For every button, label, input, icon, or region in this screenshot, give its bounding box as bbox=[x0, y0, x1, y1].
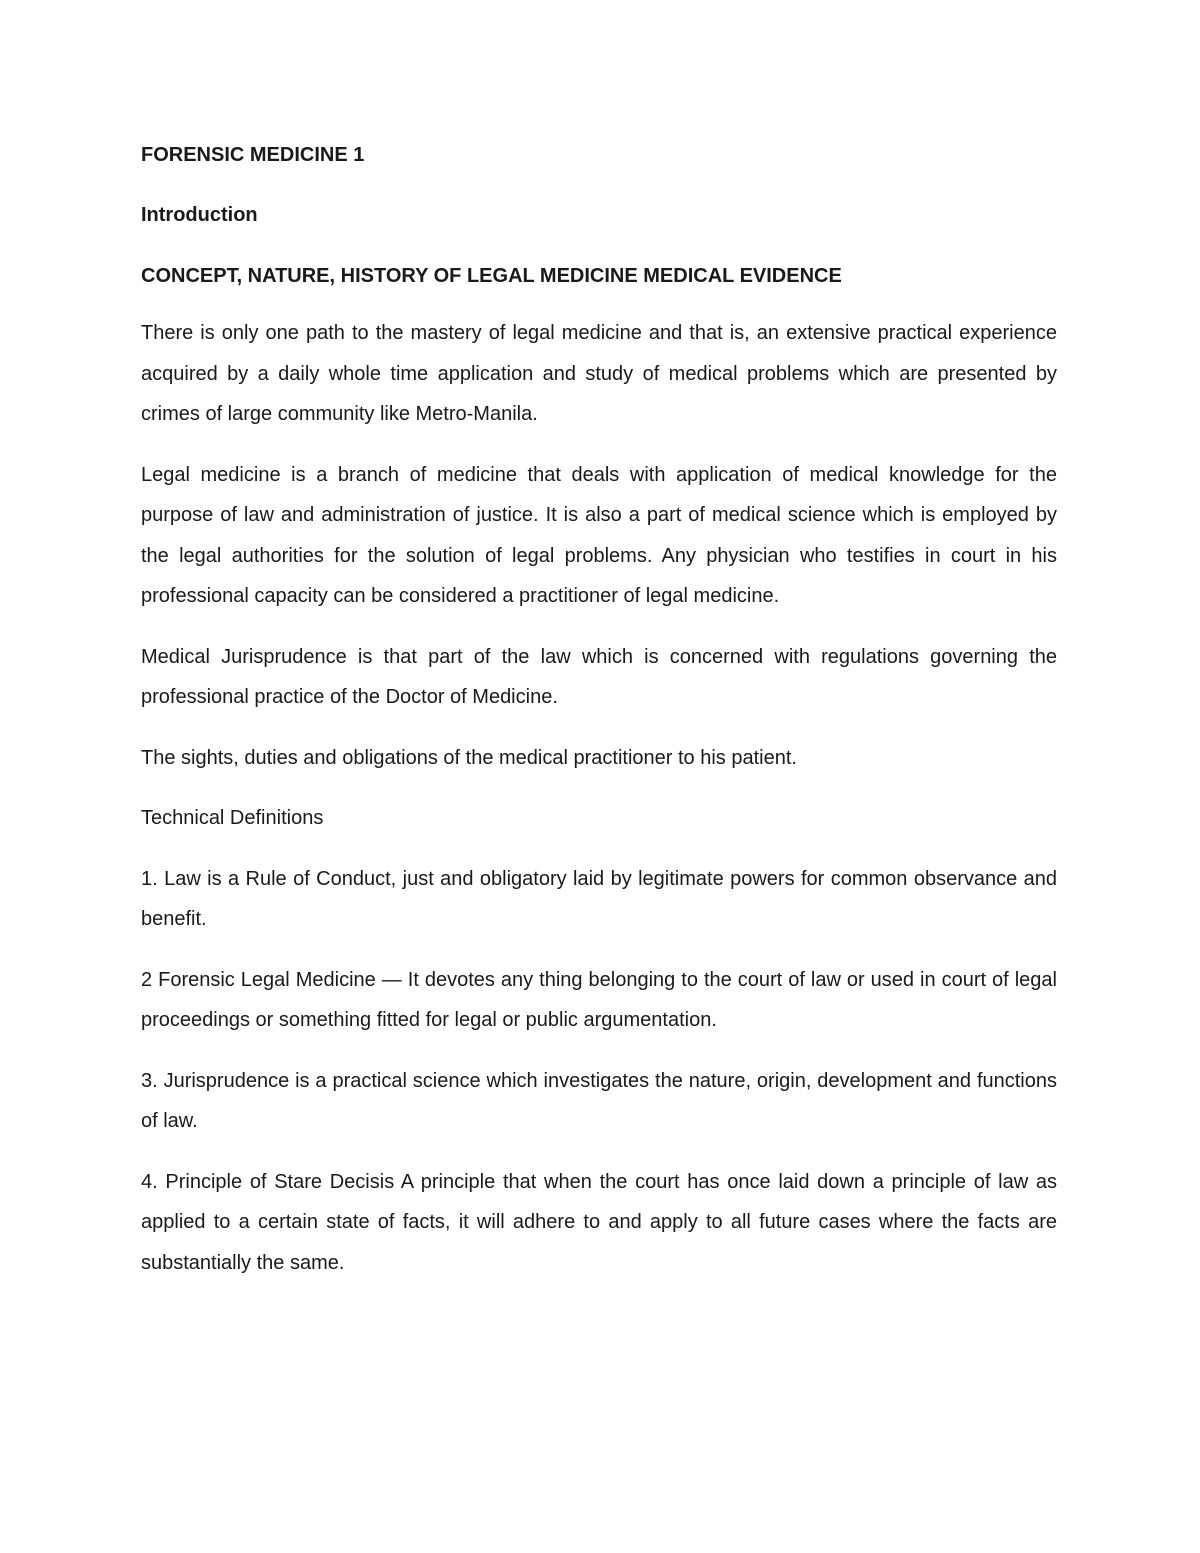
paragraph-legal-medicine-definition: Legal medicine is a branch of medicine that deals with application of medical knowledge for the purpose of law and administration of justice. It is also a part of medical science which is employed by the legal authorities for the solution of legal problems. Any physician who testifies in court in his professional capacity can be considered a practitioner of legal medicine. bbox=[141, 463, 1057, 607]
definition-jurisprudence: 3. Jurisprudence is a practical science which investigates the nature, origin, development and functions of law. bbox=[141, 1069, 1057, 1132]
section-heading: CONCEPT, NATURE, HISTORY OF LEGAL MEDICINE MEDICAL EVIDENCE bbox=[141, 265, 842, 287]
paragraph-duties: The sights, duties and obligations of the medical practitioner to his patient. bbox=[141, 746, 797, 769]
definition-stare-decisis: 4. Principle of Stare Decisis A principle that when the court has once laid down a principle of law as applied to a certain state of facts, it will adhere to and apply to all future cases where the facts are substantially the same. bbox=[141, 1170, 1057, 1274]
paragraph-mastery: There is only one path to the mastery of legal medicine and that is, an extensive practical experience acquired by a daily whole time application and study of medical problems which are presented by crimes of large community like Metro-Manila. bbox=[141, 322, 1057, 425]
technical-definitions-label: Technical Definitions bbox=[141, 807, 324, 829]
definition-law: 1. Law is a Rule of Conduct, just and obligatory laid by legitimate powers for common observance and benefit. bbox=[141, 867, 1057, 930]
section-title: Introduction bbox=[141, 204, 258, 226]
document-title: FORENSIC MEDICINE 1 bbox=[141, 144, 365, 166]
paragraph-medical-jurisprudence: Medical Jurisprudence is that part of the law which is concerned with regulations governing the professional practice of the Doctor of Medicine. bbox=[141, 645, 1057, 708]
definition-forensic-legal-medicine: 2 Forensic Legal Medicine — It devotes any thing belonging to the court of law or used in court of legal proceedings or something fitted for legal or public argumentation. bbox=[141, 968, 1057, 1031]
document-page bbox=[141, 138, 1057, 1283]
